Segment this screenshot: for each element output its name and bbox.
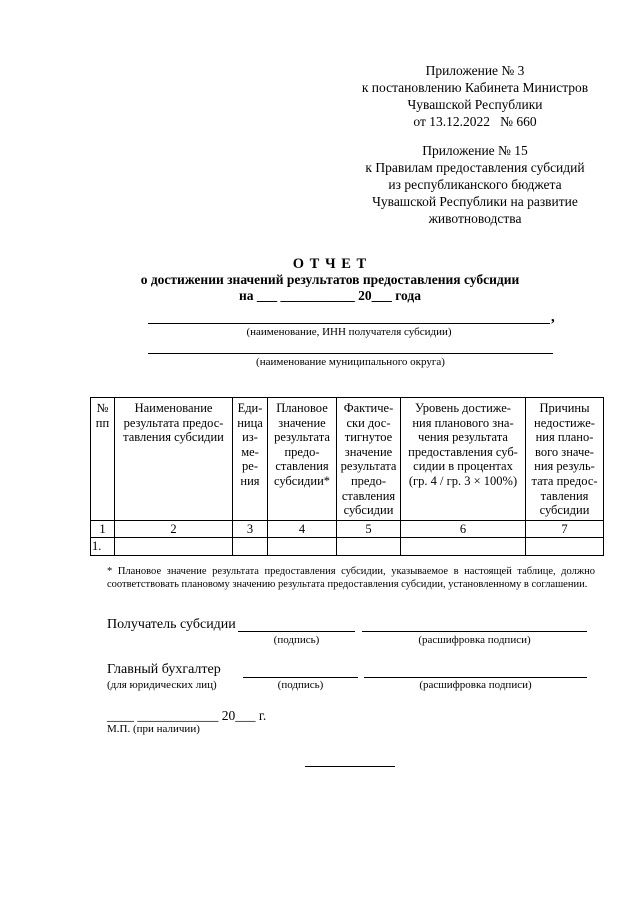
header-unit: Еди- ница из- ме- ре- ния bbox=[233, 398, 268, 521]
recipient-line[interactable] bbox=[148, 323, 550, 324]
report-table bbox=[90, 397, 604, 556]
column-number: 6 bbox=[401, 520, 526, 538]
municipality-caption: (наименование муниципального округа) bbox=[256, 356, 445, 368]
header-achievement-level: Уровень достиже- ния планового зна- чения результата предоставления суб- сидии в процентах (гр. 4 / гр. 3 × 100%) bbox=[401, 398, 526, 521]
column-number: 7 bbox=[526, 520, 604, 538]
recipient-signature-caption: (подпись) bbox=[273, 634, 320, 646]
accountant-signature-label: Главный бухгалтер bbox=[107, 662, 221, 677]
municipality-line[interactable] bbox=[148, 353, 553, 354]
header-actual-value: Фактиче- ски дос- тигнутое значение результата предо- ставления субсидии bbox=[337, 398, 401, 521]
column-number: 4 bbox=[268, 520, 337, 538]
appendix-3-line: к постановлению Кабинета Министров bbox=[361, 80, 589, 95]
appendix-3-line: Чувашской Республики bbox=[407, 97, 543, 112]
recipient-signature-line[interactable] bbox=[238, 631, 355, 632]
column-number: 3 bbox=[233, 520, 268, 538]
table-header-row bbox=[91, 398, 604, 521]
column-number: 2 bbox=[115, 520, 233, 538]
header-planned-value: Плановое значение результата предо- ставления субсидии* bbox=[268, 398, 337, 521]
recipient-signature-label: Получатель субсидии bbox=[107, 617, 236, 632]
appendix-15-line: к Правилам предоставления субсидий bbox=[365, 160, 585, 175]
signature-date-line: ____ ____________ 20___ г. bbox=[107, 708, 267, 723]
footnote: * Плановое значение результата предоставления субсидии, указываемое в настоящей таблице, должно соответствовать плановому значению результата предоставления субсидии, установленному в соглашении. bbox=[107, 566, 595, 590]
row-cell-planned[interactable] bbox=[268, 538, 337, 556]
header-result-name: Наименование результата предос- тавления субсидии bbox=[115, 398, 233, 521]
accountant-signature-caption: (подпись) bbox=[277, 679, 324, 691]
column-number-row bbox=[91, 520, 604, 538]
accountant-signature-line[interactable] bbox=[243, 677, 358, 678]
report-title: О Т Ч Е Т bbox=[292, 256, 368, 272]
column-number: 1 bbox=[91, 520, 115, 538]
recipient-decode-line[interactable] bbox=[362, 631, 587, 632]
recipient-decode-caption: (расшифровка подписи) bbox=[418, 634, 531, 646]
appendix-15-line: Чувашской Республики на развитие bbox=[372, 194, 578, 209]
row-cell-level[interactable] bbox=[401, 538, 526, 556]
accountant-decode-line[interactable] bbox=[364, 677, 587, 678]
appendix-15-line: из республиканского бюджета bbox=[388, 177, 562, 192]
column-number: 5 bbox=[337, 520, 401, 538]
header-number: № пп bbox=[91, 398, 115, 521]
closing-divider bbox=[305, 766, 395, 767]
stamp-note: М.П. (при наличии) bbox=[107, 723, 200, 735]
accountant-note: (для юридических лиц) bbox=[107, 679, 217, 691]
appendix-15-line: животноводства bbox=[428, 211, 522, 226]
recipient-caption: (наименование, ИНН получателя субсидии) bbox=[246, 326, 452, 338]
header-reasons: Причины недостиже- ния плано- вого значе- ния резуль- тата предос- тавления субсидии bbox=[526, 398, 604, 521]
table-row bbox=[91, 538, 604, 556]
recipient-comma: , bbox=[551, 309, 555, 325]
row-cell-result-name[interactable] bbox=[115, 538, 233, 556]
appendix-3-block bbox=[330, 62, 620, 130]
appendix-15-block bbox=[330, 142, 620, 227]
row-number: 1. bbox=[91, 538, 115, 556]
appendix-3-title: Приложение № 3 bbox=[425, 63, 525, 78]
report-subtitle: о достижении значений результатов предоставления субсидии bbox=[140, 272, 520, 287]
row-cell-reasons[interactable] bbox=[526, 538, 604, 556]
report-date-line: на ___ ___________ 20___ года bbox=[238, 288, 421, 303]
row-cell-actual[interactable] bbox=[337, 538, 401, 556]
appendix-3-date: от 13.12.2022 № 660 bbox=[413, 114, 537, 129]
appendix-15-title: Приложение № 15 bbox=[422, 143, 528, 158]
accountant-decode-caption: (расшифровка подписи) bbox=[419, 679, 532, 691]
row-cell-unit[interactable] bbox=[233, 538, 268, 556]
